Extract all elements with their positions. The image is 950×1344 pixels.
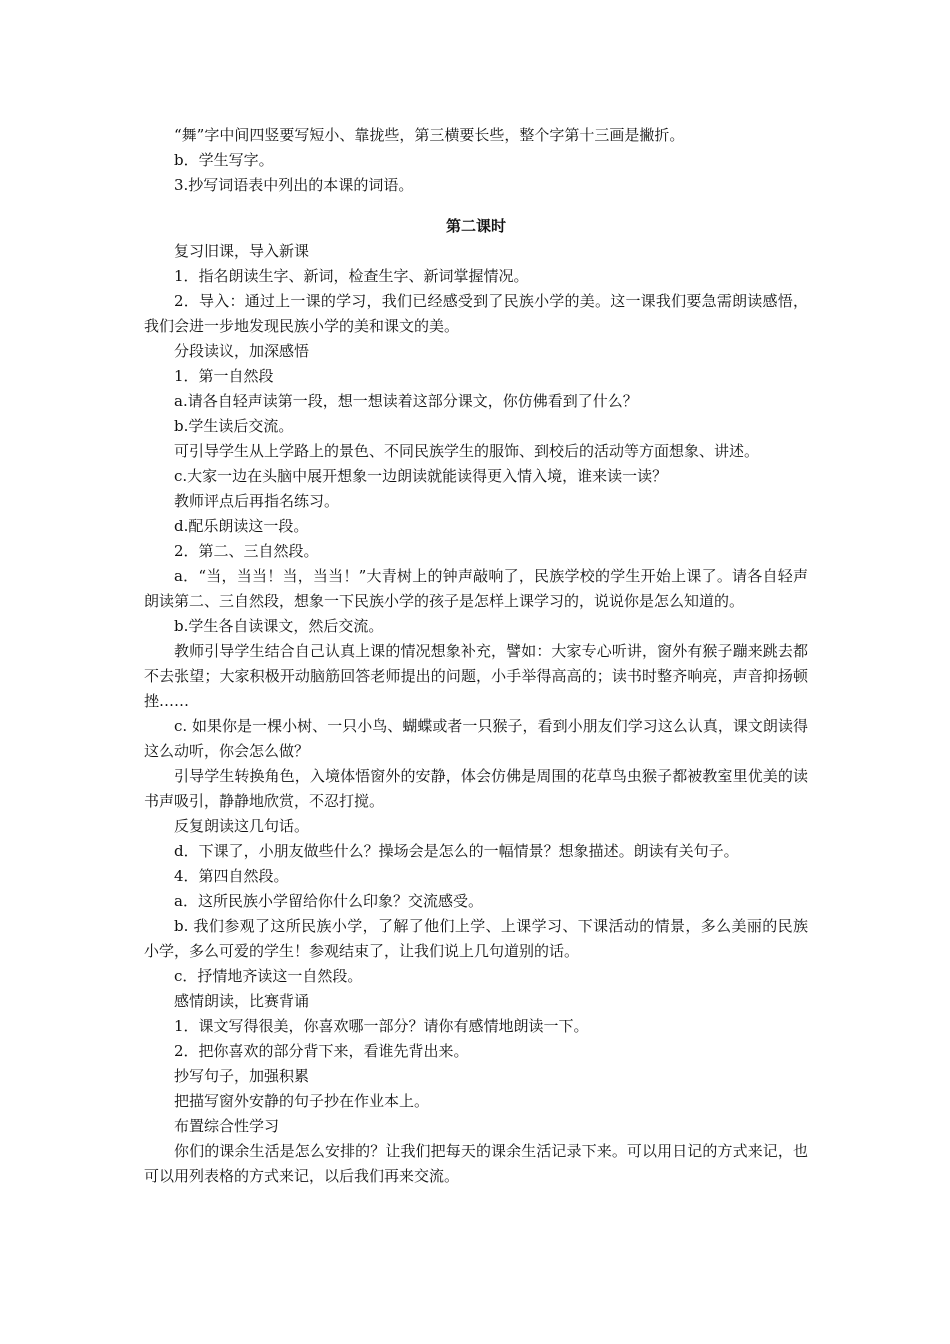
paragraph: 分段读议，加深感悟 [174, 342, 310, 360]
paragraph: 反复朗读这几句话。 [174, 817, 310, 835]
paragraph: 布置综合性学习 [174, 1117, 280, 1135]
paragraph: 教师评点后再指名练习。 [174, 492, 340, 510]
paragraph: 2．第二、三自然段。 [174, 542, 319, 560]
paragraph: 把描写窗外安静的句子抄在作业本上。 [174, 1092, 430, 1110]
section-title: 第二课时 [445, 217, 506, 235]
paragraph: c. 如果你是一棵小树、一只小鸟、蝴蝶或者一只猴子，看到小朋友们学习这么认真，课文朗读得这么动听，你会怎么做？ [144, 717, 808, 760]
paragraph: 感情朗读，比赛背诵 [174, 992, 310, 1010]
paragraph: 1．课文写得很美，你喜欢哪一部分？请你有感情地朗读一下。 [174, 1017, 589, 1035]
paragraph: b. 我们参观了这所民族小学，了解了他们上学、上课学习、下课活动的情景，多么美丽的民族小学，多么可爱的学生！参观结束了，让我们说上几句道别的话。 [144, 917, 808, 960]
paragraph: b.学生各自读课文，然后交流。 [174, 617, 384, 635]
paragraph: a．“当，当当！当，当当！”大青树上的钟声敲响了，民族学校的学生开始上课了。请各自轻声朗读第二、三自然段，想象一下民族小学的孩子是怎样上课学习的，说说你是怎么知道的。 [144, 567, 808, 610]
paragraph: b．学生写字。 [174, 151, 274, 169]
paragraph: 可引导学生从上学路上的景色、不同民族学生的服饰、到校后的活动等方面想象、讲述。 [174, 442, 760, 460]
paragraph: c.大家一边在头脑中展开想象一边朗读就能读得更入情入境，谁来读一读？ [174, 467, 668, 485]
paragraph: d．下课了，小朋友做些什么？操场会是怎么的一幅情景？想象描述。朗读有关句子。 [174, 842, 739, 860]
paragraph: 1．第一自然段 [174, 367, 274, 385]
paragraph: a.请各自轻声读第一段，想一想读着这部分课文，你仿佛看到了什么？ [174, 392, 638, 410]
paragraph: 你们的课余生活是怎么安排的？让我们把每天的课余生活记录下来。可以用日记的方式来记，也可以用列表格的方式来记，以后我们再来交流。 [144, 1142, 808, 1185]
paragraph: 抄写句子，加强积累 [174, 1067, 310, 1085]
paragraph: 4．第四自然段。 [174, 867, 289, 885]
paragraph: b.学生读后交流。 [174, 417, 294, 435]
paragraph: 3.抄写词语表中列出的本课的词语。 [174, 176, 414, 194]
paragraph: 2．导入：通过上一课的学习，我们已经感受到了民族小学的美。这一课我们要急需朗读感悟，我们会进一步地发现民族小学的美和课文的美。 [144, 292, 808, 335]
paragraph: 引导学生转换角色，入境体悟窗外的安静，体会仿佛是周围的花草鸟虫猴子都被教室里优美的读书声吸引，静静地欣赏，不忍打搅。 [144, 767, 808, 810]
paragraph: 2．把你喜欢的部分背下来，看谁先背出来。 [174, 1042, 469, 1060]
paragraph: 1．指名朗读生字、新词，检查生字、新词掌握情况。 [174, 267, 529, 285]
paragraph: c．抒情地齐读这一自然段。 [174, 967, 363, 985]
paragraph: a．这所民族小学留给你什么印象？交流感受。 [174, 892, 483, 910]
paragraph: 复习旧课，导入新课 [174, 242, 310, 260]
document-page [144, 123, 808, 1189]
paragraph: d.配乐朗读这一段。 [174, 517, 309, 535]
paragraph: 教师引导学生结合自己认真上课的情况想象补充，譬如：大家专心听讲，窗外有猴子蹦来跳去都不去张望；大家积极开动脑筋回答老师提出的问题，小手举得高高的；读书时整齐响亮，声音抑扬顿挫…… [144, 642, 808, 710]
paragraph: “舞”字中间四竖要写短小、靠拢些，第三横要长些，整个字第十三画是撇折。 [174, 126, 685, 144]
